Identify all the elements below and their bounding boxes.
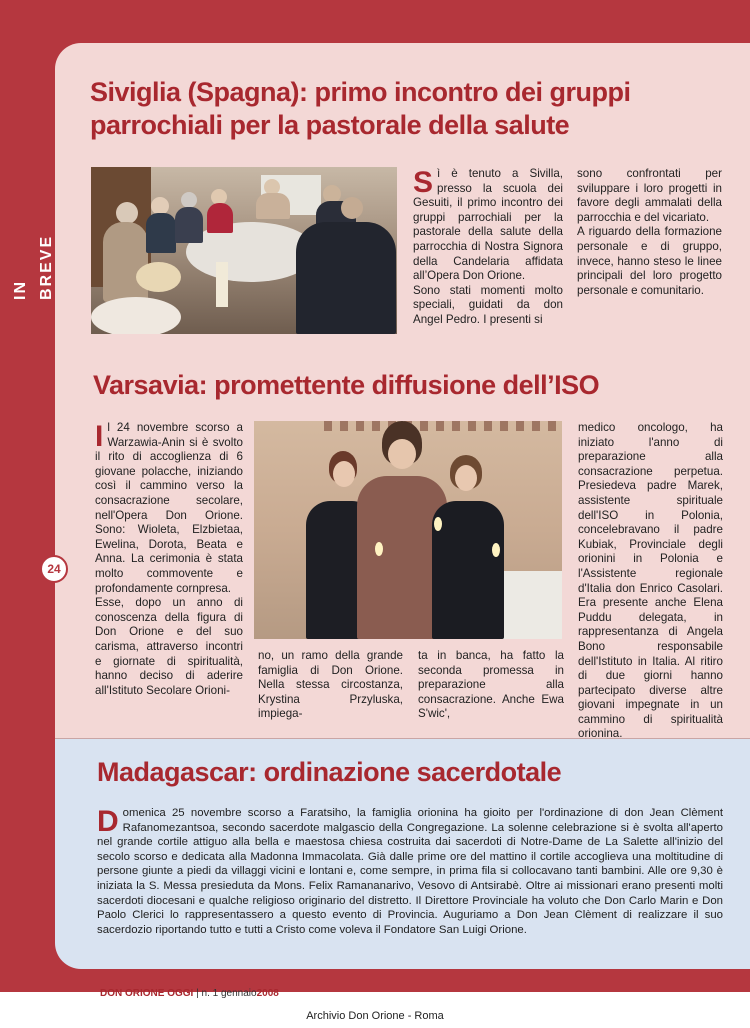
varsavia-text-1b: Esse, dopo un anno di conoscenza della figura di Don Orione e del suo carisma, attraverso incontri e giornate di spiritualità, hanno deciso di aderire all'Istituto Secolare Orioni- [95,596,243,697]
varsavia-title: Varsavia: promettente diffusione dell’ISO [93,370,600,400]
archive-credit: Archivio Don Orione - Roma [306,1010,444,1022]
varsavia-col3 [418,649,564,722]
madagascar-text: omenica 25 novembre scorso a Faratsiho, la famiglia orionina ha gioito per l'ordinazione di don Jean Clèment Rafanomezantsoa, secondo sacerdote malgascio della Congregazione. La solenne celebrazione si è svolta all'aperto nel grande cortile attiguo alla bella e maestosa chiesa costruita dai sacerdoti di Notre-Dame de La Salette all'inizio del secolo scorso e dedicata alla Madonna Immacolata. Già dalle prime ore del mattino il cortile accoglieva una moltitudine di persone giunte a piedi da villaggi vicini e lontani e, come sempre, in prima fila si collocavano tanti bambini. Alle ore 9,30 è iniziata la S. Messa presieduta da Mons. Felix Ramananarivo, Vesovo di Antsirabè. Oltre ai missionari erano presenti molti sacerdoti diocesani e qualche religioso originario del distretto. Il Direttore Provinciale ha voluto che Don Carlo Marin e Don Paolo Clerici lo rappresentassero a questo evento di Provincia. Auguriamo a Don Jean Clèment di realizzare il suo sacerdozio riportando tutto e tutti a Cristo come voleva il Fondatore San Luigi Orione. [97,807,723,936]
siviglia-photo [91,167,397,334]
siviglia-text-1b: Sono stati momenti molto speciali, guidati da don Angel Pedro. I presenti si [413,283,563,326]
madagascar-body [97,806,723,937]
madagascar-drop-cap: D [97,805,119,838]
varsavia-text-4: medico oncologo, ha iniziato l'anno di preparazione alla consacrazione perpetua. Presiedeva padre Marek, assistente spirituale dell'ISO in Polonia, concelebravano il padre Kubiak, Provinciale degli orionini in Polonia e l'Assistente regionale d'Italia don Enrico Casolari. Era presente anche Elena Puddu delegata, in rappresentanza di Angela Bono responsabile dell'Istituto in Italia. Al ritiro di due giorni hanno partecipato diverse altre giovani impegnate in un cammino di spiritualità orionina. [578,421,723,741]
siviglia-drop-cap: S [413,166,434,199]
siviglia-col1 [413,167,563,328]
siviglia-text-1: ì è tenuto a Sivilla, presso la scuola dei Gesuiti, il primo incontro dei gruppi parrochiali per la pastorale della salute della parrocchia di Nostra Signora della Candelaria affidata all’Opera Don Orione. [413,167,563,283]
sidebar-section-label: IN BREVE [12,234,55,300]
footer-issue: n. 1 gennaio [201,988,257,999]
varsavia-col2 [258,649,403,722]
footer: DON ORIONE OGGI | n. 1 gennaio2008 [100,988,279,999]
siviglia-col2 [577,167,722,298]
varsavia-drop-cap: I [95,420,104,453]
varsavia-text-2: no, un ramo della grande famiglia di Don Orione. Nella stessa circostanza, Krystina Przyluska, impiega- [258,649,403,721]
siviglia-title: Siviglia (Spagna): primo incontro dei gruppi parrochiali per la pastorale della salute [90,77,631,140]
varsavia-text-3: ta in banca, ha fatto la seconda promessa in preparazione alla consacrazione. Anche Ewa S'wic', [418,649,564,721]
varsavia-col4 [578,421,723,742]
madagascar-title: Madagascar: ordinazione sacerdotale [97,757,562,787]
varsavia-text-1: l 24 novembre scorso a Warzawia-Anin si è svolto il rito di accoglienza di 6 giovane polacche, iniziando così il cammino verso la consacrazione secolare, nell'Opera Don Orione. Sono: Wioleta, Elzbietaa, Ewelina, Dorota, Beata e Anna. La cerimonia è stata molto commovente e profondamente cornpresa. [95,421,243,595]
page-number: 24 [40,555,68,583]
footer-year: 2008 [256,988,279,999]
siviglia-text-2: sono confrontati per sviluppare i loro progetti in favore degli ammalati della parrocchia e del vicariato. [577,167,722,224]
varsavia-photo [254,421,562,639]
siviglia-text-2b: A riguardo della formazione personale e di gruppo, invece, hanno steso le linee principali del loro progetto personale e comunitario. [577,225,722,297]
varsavia-col1 [95,421,243,698]
footer-magazine: DON ORIONE OGGI [100,988,194,999]
